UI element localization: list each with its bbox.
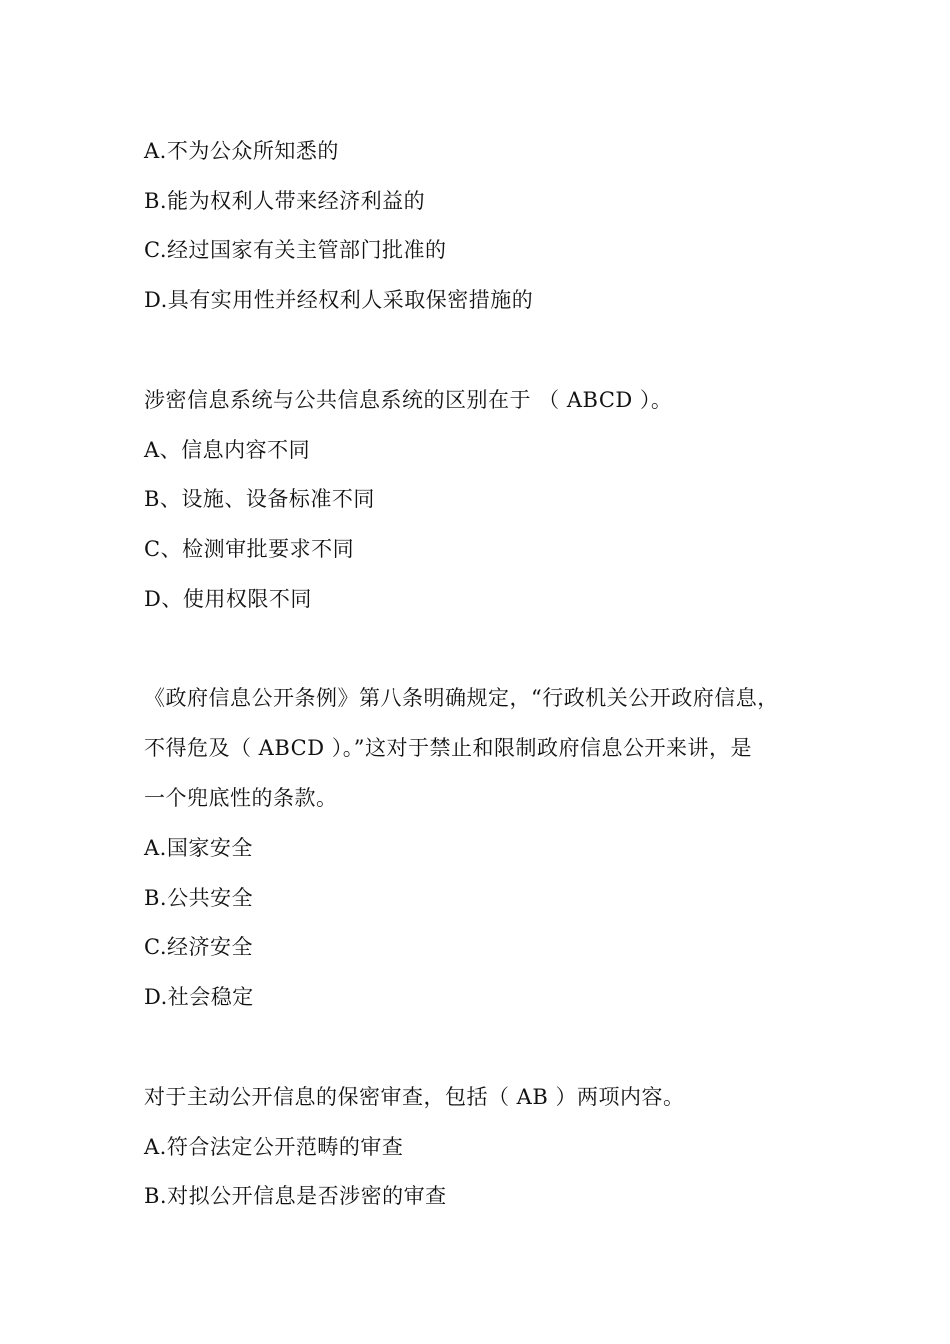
q3-option-d: D.社会稳定 bbox=[144, 985, 254, 1009]
q3-stem-line-2: 不得危及（ ABCD ）。”这对于禁止和限制政府信息公开来讲，是 bbox=[144, 736, 752, 760]
q3-option-b: B.公共安全 bbox=[144, 886, 254, 910]
q3-stem-line-3: 一个兜底性的条款。 bbox=[144, 786, 338, 810]
q4-option-a: A.符合法定公开范畴的审查 bbox=[144, 1135, 404, 1159]
q2-option-b: B、设施、设备标准不同 bbox=[144, 487, 375, 511]
q3-option-c: C.经济安全 bbox=[144, 935, 253, 959]
q1-option-d: D.具有实用性并经权利人采取保密措施的 bbox=[144, 288, 534, 312]
q3-option-a: A.国家安全 bbox=[144, 836, 253, 860]
q3-stem-line-1: 《政府信息公开条例》第八条明确规定，“行政机关公开政府信息， bbox=[144, 686, 779, 710]
q1-option-c: C.经过国家有关主管部门批准的 bbox=[144, 238, 447, 262]
q2-stem: 涉密信息系统与公共信息系统的区别在于 （ ABCD ）。 bbox=[144, 388, 673, 412]
q1-option-a: A.不为公众所知悉的 bbox=[144, 139, 339, 163]
q2-option-d: D、使用权限不同 bbox=[144, 587, 312, 611]
q1-option-b: B.能为权利人带来经济利益的 bbox=[144, 189, 426, 213]
q2-option-a: A、信息内容不同 bbox=[144, 438, 311, 462]
q2-option-c: C、检测审批要求不同 bbox=[144, 537, 355, 561]
q4-stem: 对于主动公开信息的保密审查，包括（ AB ）两项内容。 bbox=[144, 1085, 685, 1109]
q4-option-b: B.对拟公开信息是否涉密的审查 bbox=[144, 1184, 447, 1208]
